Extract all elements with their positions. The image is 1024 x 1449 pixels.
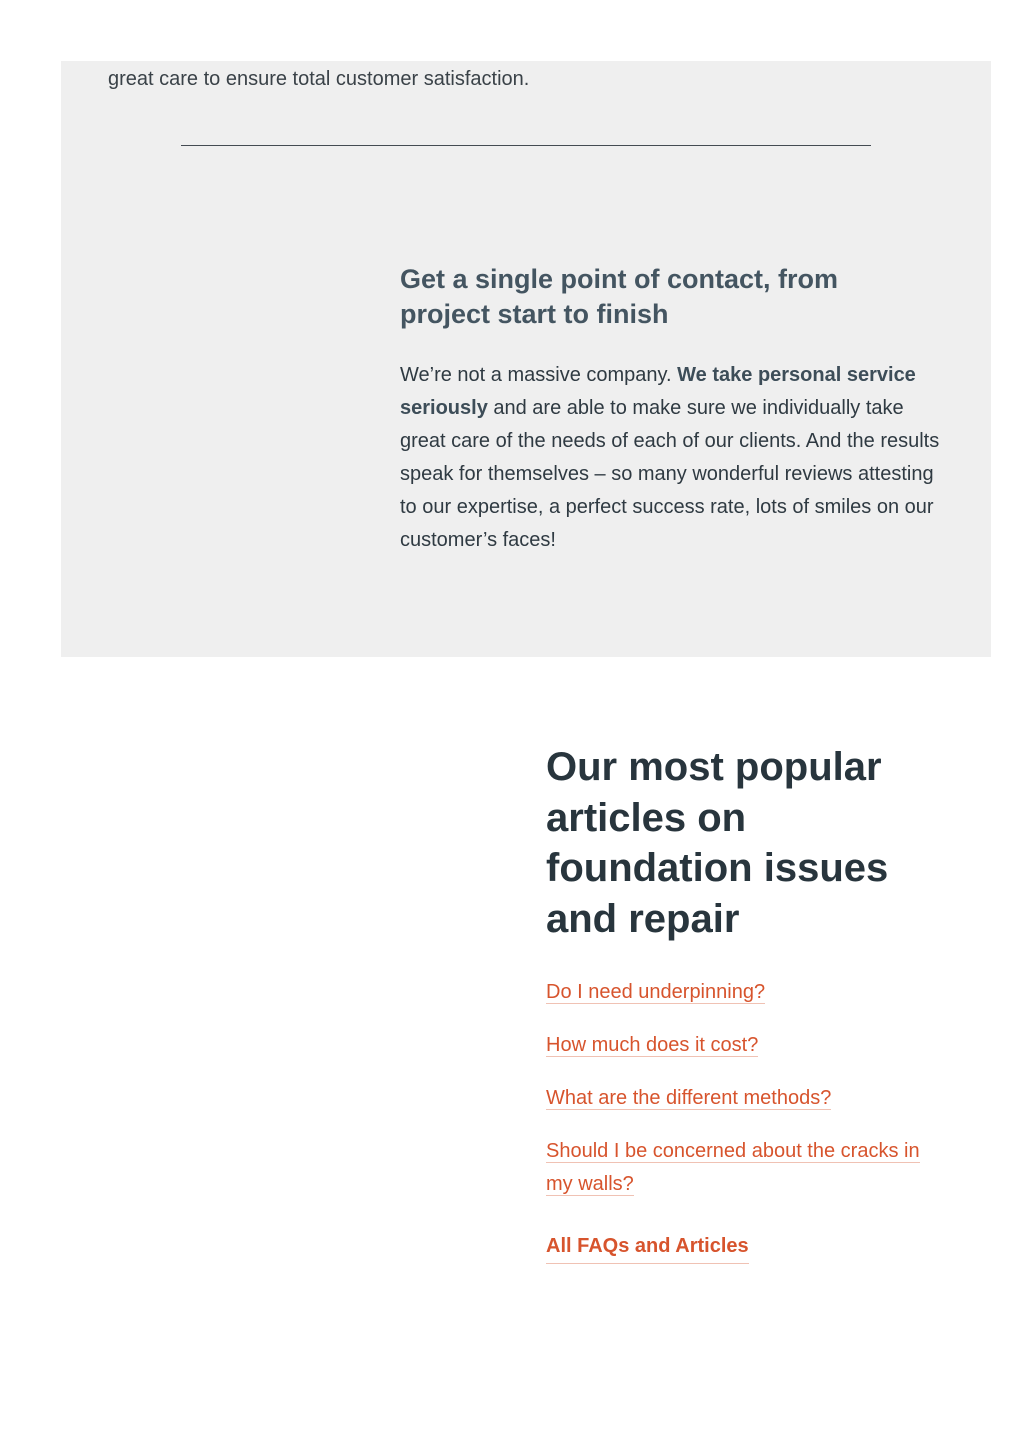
article-link-cost[interactable]: How much does it cost? — [546, 1034, 759, 1056]
list-item — [546, 976, 946, 1009]
intro-text: great care to ensure total customer satisfaction. — [108, 68, 530, 90]
contact-heading: Get a single point of contact, from project start to finish — [400, 264, 839, 329]
list-item — [546, 1135, 946, 1201]
contact-body-start: We’re not a massive company. — [400, 364, 678, 386]
contact-description — [400, 359, 950, 557]
list-item — [546, 1029, 946, 1062]
contact-body-rest: and are able to make sure we individually take great care of the needs of each of our clients. And the results speak for themselves – so many wonderful reviews attesting to our expertise, a perfect success rate, lots of smiles on our customer’s faces! — [400, 397, 940, 551]
article-link-cracks[interactable]: Should I be concerned about the cracks in my walls? — [546, 1140, 920, 1195]
article-link-underpinning[interactable]: Do I need underpinning? — [546, 981, 766, 1003]
list-item — [546, 1082, 946, 1115]
contact-body-emphasis: We take personal service seriously — [400, 364, 916, 419]
articles-title: Our most popular articles on foundation issues and repair — [546, 745, 889, 941]
section-divider — [181, 145, 871, 146]
all-faqs-link[interactable]: All FAQs and Articles — [546, 1230, 749, 1264]
articles-list — [546, 976, 946, 1221]
article-link-methods[interactable]: What are the different methods? — [546, 1087, 832, 1109]
